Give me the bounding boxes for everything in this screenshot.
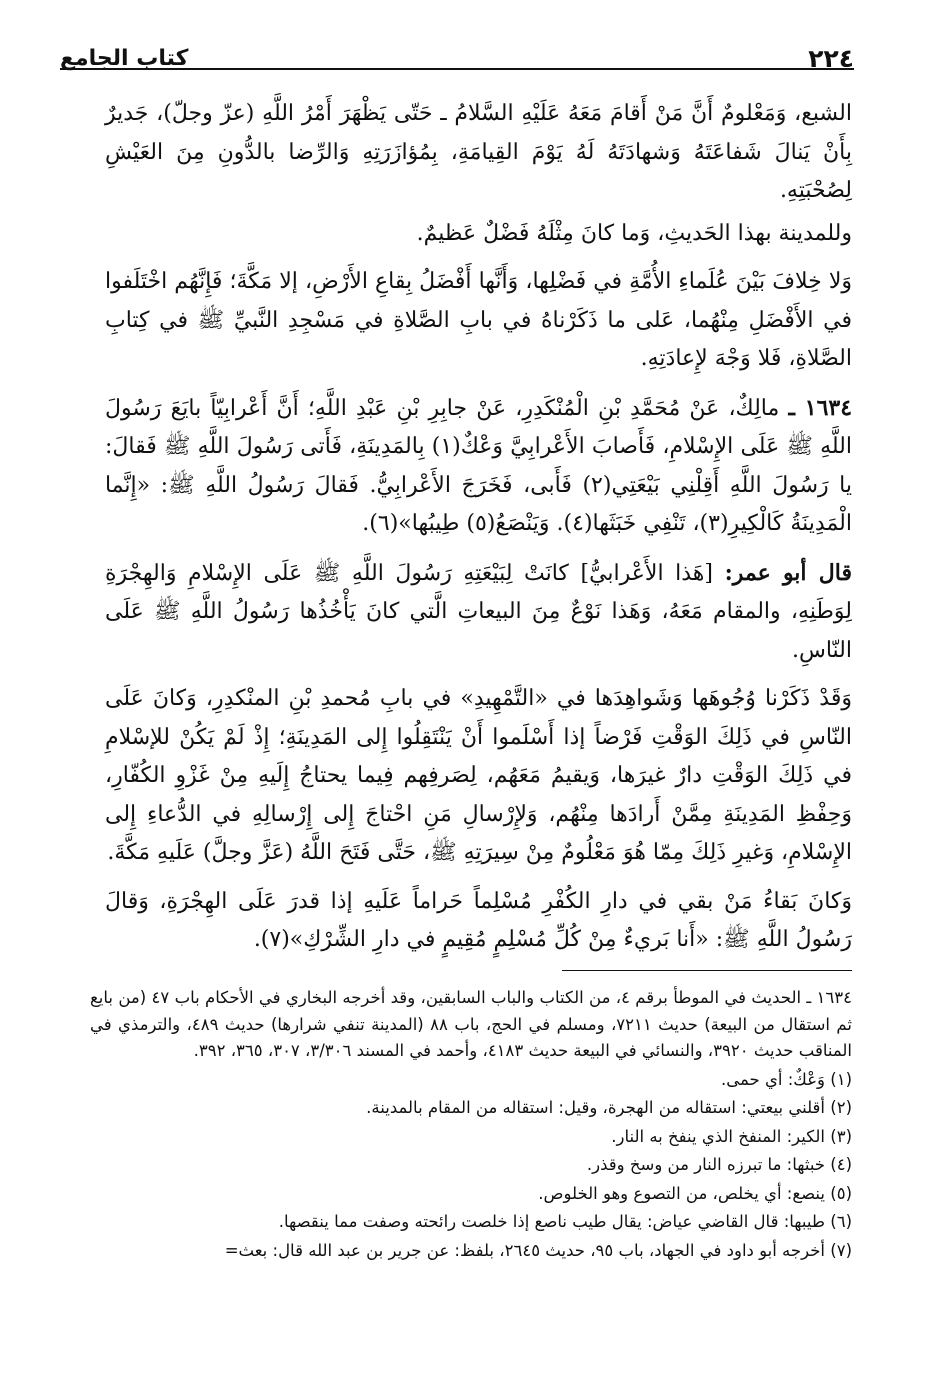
- paragraph-6: وَقَدْ ذَكَرْنا وُجُوهَها وَشَواهِدَها في «التَّمْهِيدِ» في بابِ مُحمدِ بْنِ المنْكدِرِ، وَكانَ عَلَى النّاسِ في ذَلِكَ الوَقْتِ فَرْضاً إذا أَسْلَموا أَنْ يَنْتَقِلُوا إِلى المَدِينَةِ؛ إِذْ لَمْ يَكُنْ للإسْلامِ في ذَلِكَ الوَقْتِ دارٌ غيرَها، وَيقيمُ مَعَهُم، لِصَرفِهم فِيما يحتاجُ إِلَيهِ مِنْ غَزْوِ الكُفّارِ، وَحِفْظِ المَدِينَةِ مِمَّنْ أَرادَها مِنْهُم، وَلإِرْسالِ مَنِ احْتاجَ إِلى إِرْسالِهِ في الدُّعاءِ إِلى الإِسْلامِ، وَغيرِ ذَلِكَ مِمّا هُوَ مَعْلُومٌ مِنْ سِيرَتِهِ ﷺ، حَتَّى فَتَحَ اللَّهُ (عَزَّ وجلَّ) عَلَيهِ مَكَّةَ.: [105, 686, 852, 865]
- footnotes: [90, 985, 852, 1264]
- footnote-2: (٢) أقلني بيعتي: استقاله من الهجرة، وقيل: استقاله من المقام بالمدينة.: [366, 1098, 852, 1117]
- footnote-4: (٤) خبثها: ما تبرزه النار من وسخ وقذر.: [586, 1155, 852, 1174]
- hadith-number: ١٦٣٤ ـ: [788, 394, 853, 421]
- footnote-6: (٦) طيبها: قال القاضي عياض: يقال طيب ناصع إذا خلصت رائحته وصفت مما ينقصها.: [278, 1212, 852, 1231]
- footnote-1: (١) وَعْكٌ: أي حمى.: [721, 1069, 852, 1089]
- footnote-3: (٣) الكير: المنفخ الذي ينفخ به النار.: [611, 1126, 852, 1146]
- commentary-paragraph: [105, 554, 852, 671]
- paragraph-2: وللمدينة بهذا الحَديثِ، وَما كانَ مِثْلَهُ فَضْلٌ عَظيمٌ.: [416, 220, 852, 246]
- hadith-paragraph: [105, 389, 852, 544]
- paragraph-7: وَكانَ بَقاءُ مَنْ بقي في دارِ الكُفْرِ مُسْلِماً حَراماً عَلَيهِ إذا قدرَ عَلَى الهِجْرَةِ، وَقالَ رَسُولُ اللَّهِ ﷺ: «أَنا بَريءٌ مِنْ كُلِّ مُسْلِمٍ مُقِيمٍ في دارِ الشِّرْكِ»(٧).: [105, 888, 852, 952]
- main-text: [105, 95, 852, 970]
- header-rule: [60, 68, 854, 70]
- footnote-rule: [562, 970, 852, 971]
- footnote-5: (٥) ينصع: أي يخلص، من التصوع وهو الخلوص.: [538, 1183, 852, 1203]
- page-number: ٢٢٤: [808, 44, 854, 73]
- paragraph-1: الشبع، وَمَعْلومٌ أَنَّ مَنْ أَقامَ مَعَهُ عَلَيْهِ السَّلامُ ـ حَتّى يَظْهَرَ أَمْرُ اللَّهِ (عزّ وجلّ)، جَديرٌ بِأَنْ يَنالَ شَفاعَتَهُ وَشهادَتَهُ لَهُ يَوْمَ القِيامَةِ، بِمُؤازَرَتِهِ وَالرِّضا بالدُّونِ مِنَ العَيْشِ لِصُحْبَتِهِ.: [105, 101, 852, 203]
- book-title: كتاب الجامع: [60, 46, 189, 71]
- source-note: ١٦٣٤ ـ الحديث في الموطأ برقم ٤، من الكتاب والباب السابقين، وقد أخرجه البخاري في الأحكام باب ٤٧ (من بايع ثم استقال من البيعة) حديث ٧٢١١، ومسلم في الحج، باب ٨٨ (المدينة تنفي شرارها) حديث ٤٨٩، والترمذي في المناقب حديث ٣٩٢٠، والنسائي في البيعة حديث ٤١٨٣، وأحمد في المسند ٣/٣٠٦، ٣٠٧، ٣٦٥، ٣٩٢.: [90, 988, 852, 1060]
- paragraph-3: وَلا خِلافَ بَيْنَ عُلَماءِ الأُمَّةِ في فَضْلِها، وَأَنَّها أَفْضَلُ بِقاعِ الأَرْضِ، إلا مَكَّةَ؛ فَإِنَّهُم اخْتَلَفوا في الأَفْضَلِ مِنْهُما، عَلى ما ذَكَرْناهُ في بابِ الصَّلاةِ في مَسْجِدِ النَّبيِّ ﷺ في كِتابِ الصَّلاةِ، فَلا وَجْهَ لإِعادَتِهِ.: [105, 269, 852, 371]
- speaker-label: قال أبو عمر:: [724, 559, 852, 586]
- footnote-7: (٧) أخرجه أبو داود في الجهاد، باب ٩٥، حديث ٢٦٤٥، بلفظ: عن جرير بن عبد الله قال: بعث=: [224, 1240, 852, 1260]
- commentary-text: [هَذا الأَعْرابيُّ] كانَتْ لِبَيْعَتِهِ رَسُولَ اللَّهِ ﷺ عَلَى الإِسْلامِ وَالهِجْرَةِ لِوَطَنِهِ، والمقام مَعَهُ، وَهَذا نَوْعٌ مِنَ البيعاتِ الَّتي كانَ يَأْخُذُها رَسُولُ اللَّهِ ﷺ عَلَى النّاسِ.: [105, 560, 852, 663]
- hadith-text: مالِكٌ، عَنْ مُحَمَّدِ بْنِ الْمُنْكَدِرِ، عَنْ جابِرِ بْنِ عَبْدِ اللَّهِ؛ أَنَّ أَعْرابِيّاً بايَعَ رَسُولَ اللَّهِ ﷺ عَلَى الإِسْلامِ، فَأَصابَ الأَعْرابِيَّ وَعْكٌ(١) بِالمَدِينَةِ، فَأَتى رَسُولَ اللَّهِ ﷺ فَقالَ: يا رَسُولَ اللَّهِ أَقِلْنِي بَيْعَتِي(٢) فَأَبى، فَخَرَجَ الأَعْرابِيُّ. فَقالَ رَسُولُ اللَّهِ ﷺ: «إِنَّما الْمَدِينَةُ كَالْكِيرِ(٣)، تَنْفِي خَبَثَها(٤). وَيَنْصَعُ(٥) طِيبُها»(٦).: [105, 395, 852, 536]
